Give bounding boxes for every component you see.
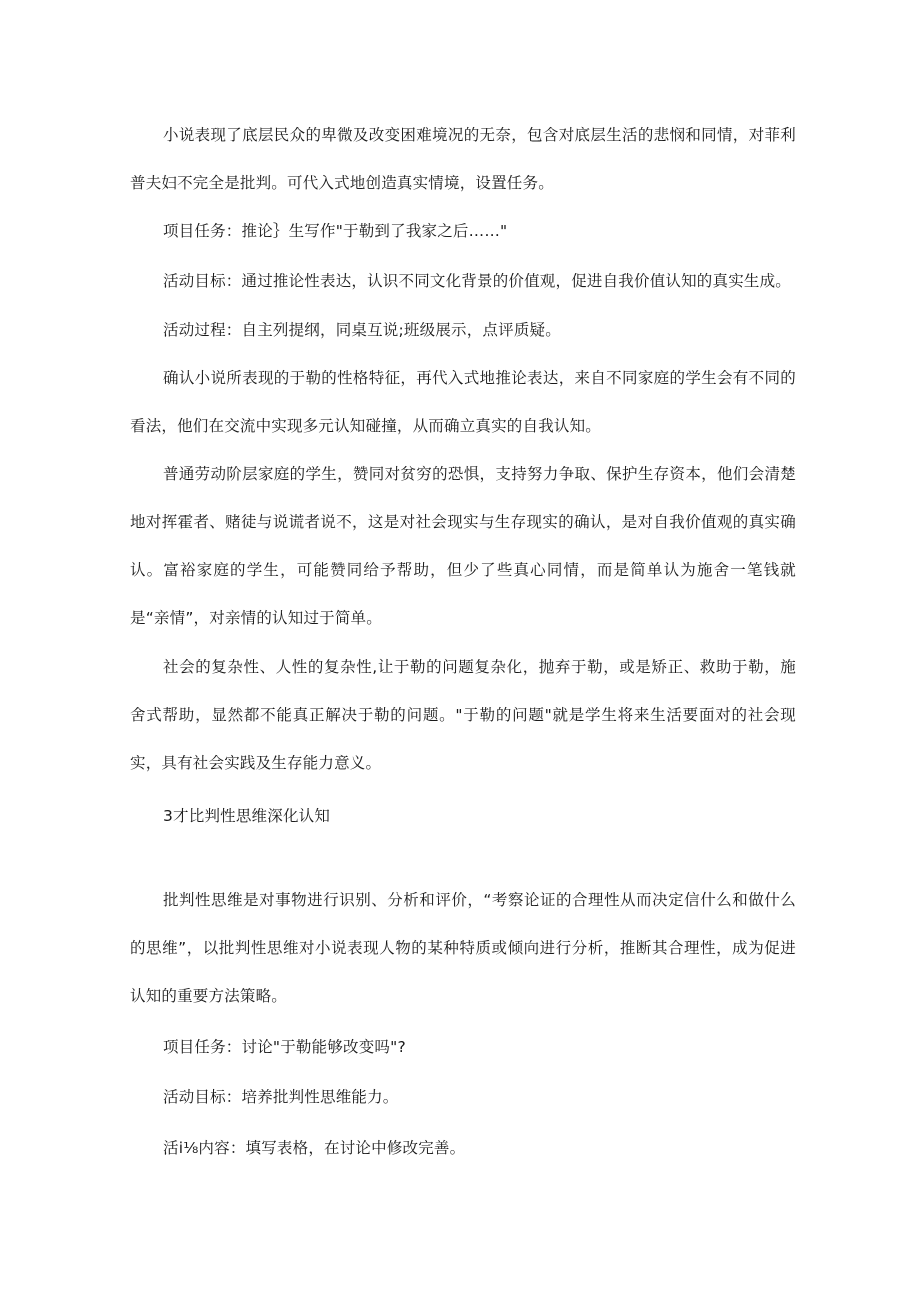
activity-goal-1: 活动目标：通过推论性表达，认识不同文化背景的价值观，促进自我价值认知的真实生成。 [163,272,792,290]
paragraph-social-complexity: 社会的复杂性、人性的复杂性,让于勒的问题复杂化，抛弃于勒，或是矫正、救助于勒，施舍式帮助，显然都不能真正解决于勒的问题。"于勒的问题"就是学生将来生活要面对的社会现实，具有社会实践及生存能力意义。 [130,658,796,772]
paragraph-critical-thinking: 批判性思维是对事物进行识别、分析和评价，“考察论证的合理性从而决定信什么和做什么的思维”，以批判性思维对小说表现人物的某种特质或倾向进行分析，推断其合理性，成为促进认知的重要方法策略。 [130,891,796,1005]
paragraph-working-class: 普通劳动阶层家庭的学生，赞同对贫穷的恐惧，支持努力争取、保护生存资本，他们会清楚地对挥霍者、赌徒与说谎者说不，这是对社会现实与生存现实的确认，是对自我价值观的真实确认。富裕家庭的学生，可能赞同给予帮助，但少了些真心同情，而是简单认为施舍一笔钱就是“亲情”，对亲情的认知过于简单。 [130,465,796,627]
section-heading-critical-thinking: 3才比判性思维深化认知 [163,807,331,825]
activity-goal-2: 活动目标：培养批判性思维能力。 [163,1088,399,1106]
paragraph-confirm: 确认小说所表现的于勒的性格特征，再代入式地推论表达，来自不同家庭的学生会有不同的看法，他们在交流中实现多元认知碰撞，从而确立真实的自我认知。 [130,369,796,435]
activity-content-2: 活i⅛内容：填写表格，在讨论中修改完善。 [163,1139,466,1157]
project-task-1: 项目任务：推论｝生写作"于勒到了我家之后……" [163,222,508,240]
paragraph-intro: 小说表现了底层民众的卑微及改变困难境况的无奈，包含对底层生活的悲悯和同情，对菲利普夫妇不完全是批判。可代入式地创造真实情境，设置任务。 [130,126,796,192]
project-task-2: 项目任务：讨论"于勒能够改变吗"? [163,1038,406,1056]
activity-process-1: 活动过程：自主列提纲，同桌互说;班级展示，点评质疑。 [163,321,561,339]
